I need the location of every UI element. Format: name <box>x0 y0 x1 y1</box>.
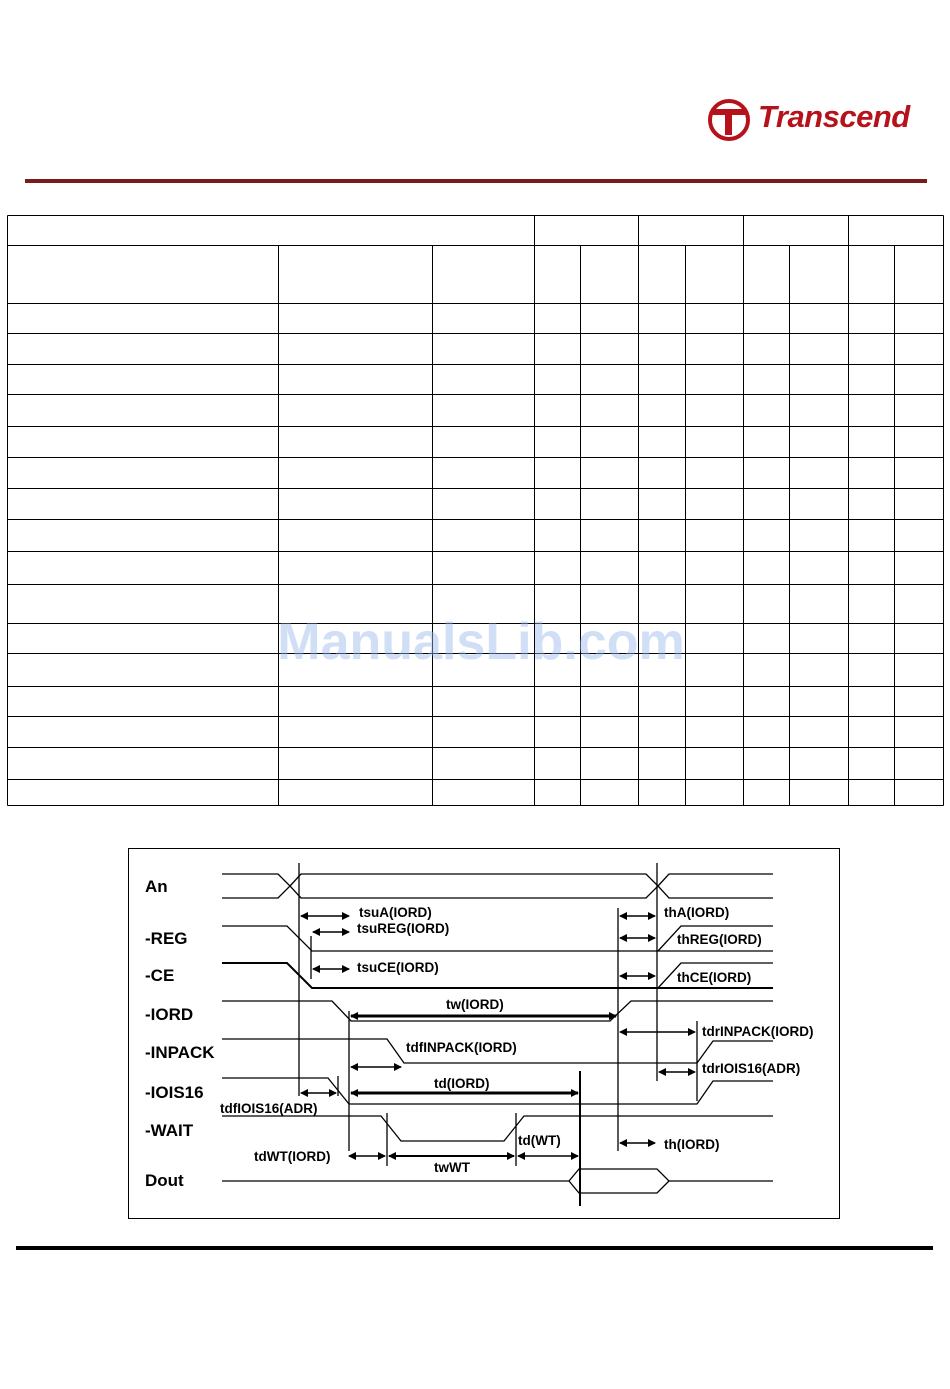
label-tdfinpack: tdfINPACK(IORD) <box>406 1040 517 1055</box>
signal-inpack: -INPACK <box>145 1043 215 1062</box>
signal-reg: -REG <box>145 929 188 948</box>
label-tdriois16: tdrIOIS16(ADR) <box>702 1061 801 1076</box>
wave-an-mid <box>290 874 658 898</box>
label-tw: tw(IORD) <box>446 997 504 1012</box>
label-tsuce: tsuCE(IORD) <box>357 960 439 975</box>
timing-arrows <box>301 916 695 1156</box>
label-tdfiois16: tdfIOIS16(ADR) <box>220 1101 318 1116</box>
signal-iord: -IORD <box>145 1005 194 1024</box>
signal-wait: -WAIT <box>145 1121 194 1140</box>
wave-dout <box>222 1169 773 1193</box>
label-tha: thA(IORD) <box>664 905 730 920</box>
label-thce: thCE(IORD) <box>677 970 752 985</box>
label-th: th(IORD) <box>664 1137 720 1152</box>
footer-rule <box>16 1246 933 1250</box>
watermark: ManualsLib.com <box>277 613 685 671</box>
wave-an-right <box>658 874 773 898</box>
signal-iois16: -IOIS16 <box>145 1083 204 1102</box>
brand-name: Transcend <box>758 99 910 134</box>
label-tsureg: tsuREG(IORD) <box>357 921 450 936</box>
timing-diagram-svg <box>1 1 950 1389</box>
label-twwt: twWT <box>434 1160 470 1175</box>
wave-an-left <box>222 874 290 898</box>
label-tdrinpack: tdrINPACK(IORD) <box>702 1024 814 1039</box>
timing-diagram <box>128 848 840 1219</box>
signal-dout: Dout <box>145 1171 184 1190</box>
label-tdwt2: td(WT) <box>518 1133 561 1148</box>
signal-ce: -CE <box>145 966 175 985</box>
label-tdwt: tdWT(IORD) <box>254 1149 331 1164</box>
label-td: td(IORD) <box>434 1076 490 1091</box>
signal-an: An <box>145 877 168 896</box>
label-tsua: tsuA(IORD) <box>359 905 432 920</box>
label-threg: thREG(IORD) <box>677 932 762 947</box>
